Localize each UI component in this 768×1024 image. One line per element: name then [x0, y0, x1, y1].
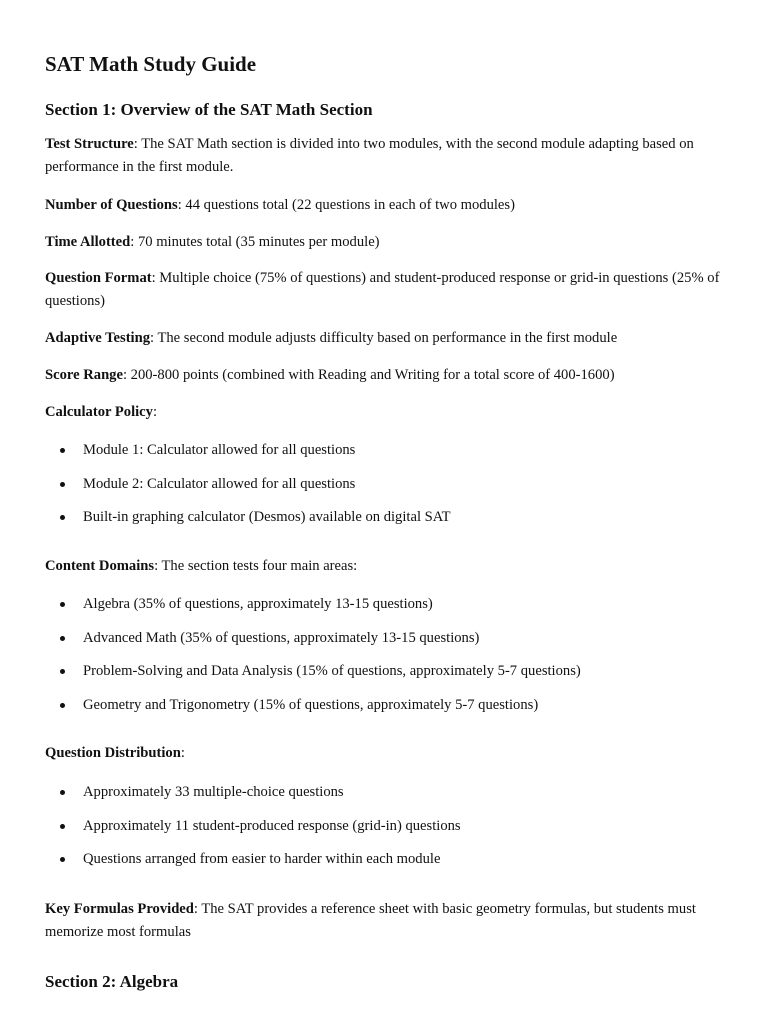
calculator-policy-label: Calculator Policy: [45, 404, 153, 420]
calculator-policy-list: [45, 440, 725, 541]
number-of-questions-text: : 44 questions total (22 questions in each of two modules): [177, 197, 515, 213]
list-item: Module 1: Calculator allowed for all questions: [45, 440, 725, 474]
adaptive-testing-label: Adaptive Testing: [45, 330, 151, 346]
question-format-label: Question Format: [45, 270, 152, 286]
content-domains-paragraph: [45, 555, 725, 578]
list-item: Built-in graphing calculator (Desmos) available on digital SAT: [45, 507, 725, 541]
question-distribution-label: Question Distribution: [45, 745, 181, 761]
score-range-label: Score Range: [45, 367, 123, 383]
list-item: Module 2: Calculator allowed for all questions: [45, 474, 725, 508]
score-range-text: : 200-800 points (combined with Reading and Writing for a total score of 400-1600): [122, 367, 615, 383]
question-distribution-list: [45, 782, 725, 883]
test-structure-text: : The SAT Math section is divided into two modules, with the second module adapting based on performance in the first module.: [45, 136, 694, 175]
question-format-text: : Multiple choice (75% of questions) and student-produced response or grid-in questions (25% of questions): [45, 270, 720, 309]
content-domains-text: : The section tests four main areas:: [154, 558, 358, 574]
section-1-heading: Section 1: Overview of the SAT Math Section: [45, 100, 373, 119]
key-formulas-paragraph: [45, 898, 725, 944]
list-item: Approximately 33 multiple-choice questions: [45, 782, 725, 816]
content-domains-list: [45, 594, 725, 728]
question-distribution-paragraph: [45, 742, 725, 765]
score-range-paragraph: [45, 364, 725, 387]
list-item: Problem-Solving and Data Analysis (15% of questions, approximately 5-7 questions): [45, 661, 725, 695]
calculator-policy-text: :: [152, 404, 158, 420]
adaptive-testing-text: : The second module adjusts difficulty based on performance in the first module: [150, 330, 618, 346]
content-domains-label: Content Domains: [45, 558, 155, 574]
list-item: Questions arranged from easier to harder within each module: [45, 849, 725, 883]
page-title: SAT Math Study Guide: [45, 52, 257, 76]
time-allotted-paragraph: [45, 231, 725, 254]
key-formulas-label: Key Formulas Provided: [45, 901, 194, 917]
section-2-heading: Section 2: Algebra: [45, 972, 179, 991]
question-format-paragraph: [45, 267, 725, 313]
time-allotted-text: : 70 minutes total (35 minutes per module): [130, 234, 380, 250]
adaptive-testing-paragraph: [45, 327, 725, 350]
list-item: Geometry and Trigonometry (15% of questions, approximately 5-7 questions): [45, 695, 725, 729]
number-of-questions-label: Number of Questions: [45, 197, 178, 213]
question-distribution-text: :: [180, 745, 185, 761]
key-formulas-text: : The SAT provides a reference sheet with basic geometry formulas, but students must memorize most formulas: [45, 901, 696, 940]
test-structure-paragraph: [45, 133, 725, 179]
number-of-questions-paragraph: [45, 194, 725, 217]
list-item: Advanced Math (35% of questions, approximately 13-15 questions): [45, 628, 725, 662]
calculator-policy-paragraph: [45, 401, 725, 424]
list-item: Algebra (35% of questions, approximately 13-15 questions): [45, 594, 725, 628]
test-structure-label: Test Structure: [45, 136, 134, 152]
list-item: Approximately 11 student-produced response (grid-in) questions: [45, 816, 725, 850]
time-allotted-label: Time Allotted: [45, 234, 131, 250]
